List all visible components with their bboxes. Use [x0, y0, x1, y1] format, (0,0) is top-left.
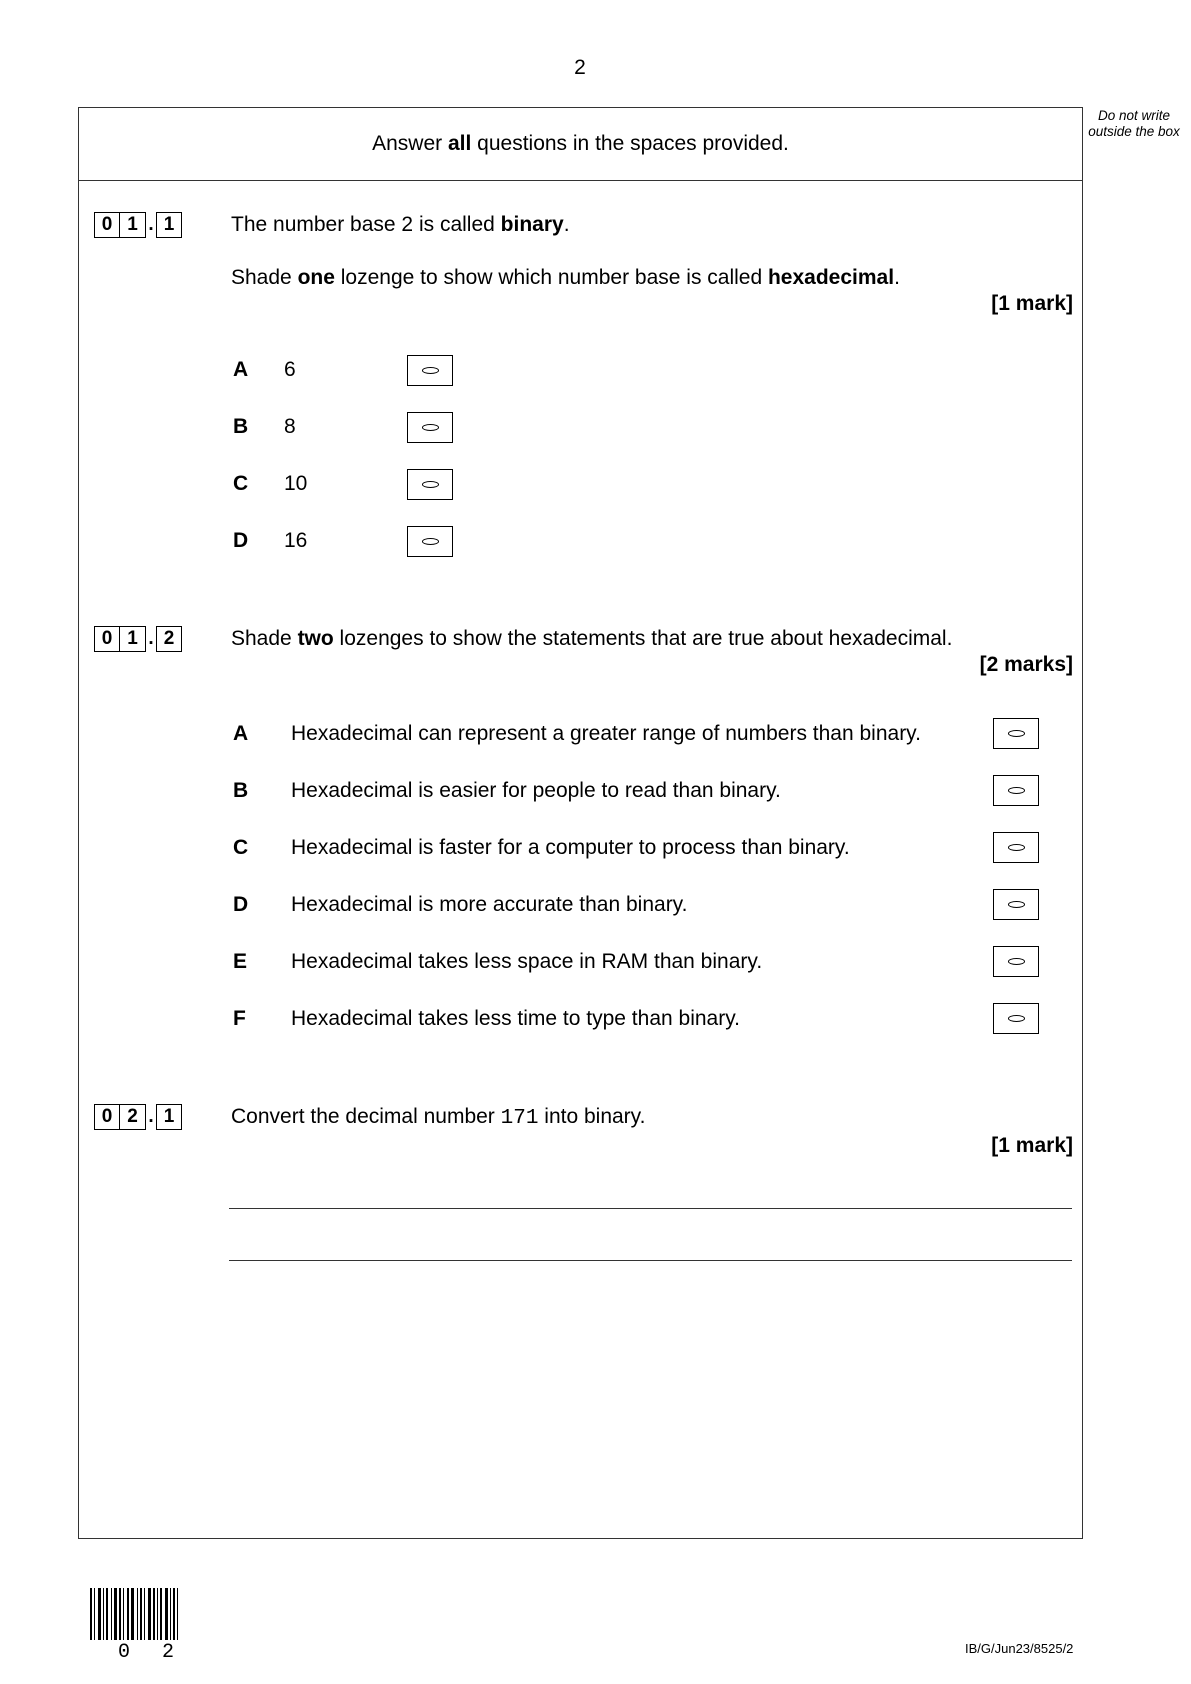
option-text: 6 — [284, 358, 296, 381]
question-dot: . — [148, 214, 154, 235]
answer-lozenge[interactable] — [407, 412, 453, 443]
q012-instruction: Shade two lozenges to show the statements that are true about hexadecimal. — [231, 627, 953, 650]
option-letter: D — [233, 529, 249, 552]
footer-code: IB/G/Jun23/8525/2 — [965, 1641, 1074, 1656]
question-digit: 0 — [94, 626, 120, 652]
option-letter: F — [233, 1007, 246, 1030]
q012-marks: [2 marks] — [979, 653, 1073, 676]
option-text: 16 — [284, 529, 308, 552]
option-letter: A — [233, 358, 249, 381]
answer-lozenge[interactable] — [993, 775, 1039, 806]
answer-lozenge[interactable] — [407, 355, 453, 386]
option-letter: B — [233, 415, 249, 438]
option-letter: B — [233, 779, 249, 802]
lozenge-icon — [422, 367, 439, 374]
option-letter: D — [233, 893, 249, 916]
answer-lozenge[interactable] — [407, 469, 453, 500]
q021-instruction: Convert the decimal number 171 into binary. — [231, 1105, 646, 1130]
question-number-01-2 — [94, 626, 182, 652]
option-text: 10 — [284, 472, 308, 495]
option-text: Hexadecimal takes less space in RAM than binary. — [291, 950, 763, 973]
lozenge-icon — [422, 424, 439, 431]
q011-marks: [1 mark] — [991, 292, 1073, 315]
question-digit: 1 — [120, 212, 146, 238]
answer-lozenge[interactable] — [993, 1003, 1039, 1034]
option-text: Hexadecimal takes less time to type than binary. — [291, 1007, 740, 1030]
q011-instruction: Shade one lozenge to show which number base is called hexadecimal. — [231, 266, 900, 289]
option-letter: C — [233, 836, 249, 859]
option-text: 8 — [284, 415, 296, 438]
header-divider — [78, 180, 1083, 181]
option-letter: E — [233, 950, 248, 973]
lozenge-icon — [1008, 901, 1025, 908]
answer-frame — [78, 107, 1083, 1539]
question-digit: 2 — [156, 626, 182, 652]
option-text: Hexadecimal is more accurate than binary. — [291, 893, 688, 916]
option-text: Hexadecimal is easier for people to read than binary. — [291, 779, 781, 802]
answer-line[interactable] — [229, 1260, 1072, 1261]
question-number-01-1 — [94, 212, 182, 238]
answer-lozenge[interactable] — [993, 946, 1039, 977]
barcode — [90, 1588, 200, 1640]
page-number: 2 — [574, 56, 586, 79]
answer-lozenge[interactable] — [407, 526, 453, 557]
answer-lozenge[interactable] — [993, 832, 1039, 863]
question-digit: 0 — [94, 1104, 120, 1130]
question-digit: 1 — [156, 212, 182, 238]
answer-lozenge[interactable] — [993, 889, 1039, 920]
question-digit: 2 — [120, 1104, 146, 1130]
option-letter: A — [233, 722, 249, 745]
lozenge-icon — [1008, 730, 1025, 737]
question-number-02-1 — [94, 1104, 182, 1130]
question-digit: 1 — [120, 626, 146, 652]
lozenge-icon — [422, 481, 439, 488]
question-dot: . — [148, 628, 154, 649]
lozenge-icon — [1008, 844, 1025, 851]
barcode-digits: 0 2 — [118, 1641, 185, 1664]
lozenge-icon — [422, 538, 439, 545]
answer-lozenge[interactable] — [993, 718, 1039, 749]
instruction: Answer all questions in the spaces provided. — [372, 132, 789, 155]
question-digit: 0 — [94, 212, 120, 238]
lozenge-icon — [1008, 1015, 1025, 1022]
option-text: Hexadecimal is faster for a computer to process than binary. — [291, 836, 850, 859]
option-text: Hexadecimal can represent a greater range of numbers than binary. — [291, 722, 921, 745]
margin-note: Do not write outside the box — [1088, 108, 1180, 139]
lozenge-icon — [1008, 958, 1025, 965]
q021-marks: [1 mark] — [991, 1134, 1073, 1157]
answer-line[interactable] — [229, 1208, 1072, 1209]
question-dot: . — [148, 1106, 154, 1127]
q011-statement: The number base 2 is called binary. — [231, 213, 570, 236]
question-digit: 1 — [156, 1104, 182, 1130]
lozenge-icon — [1008, 787, 1025, 794]
option-letter: C — [233, 472, 249, 495]
